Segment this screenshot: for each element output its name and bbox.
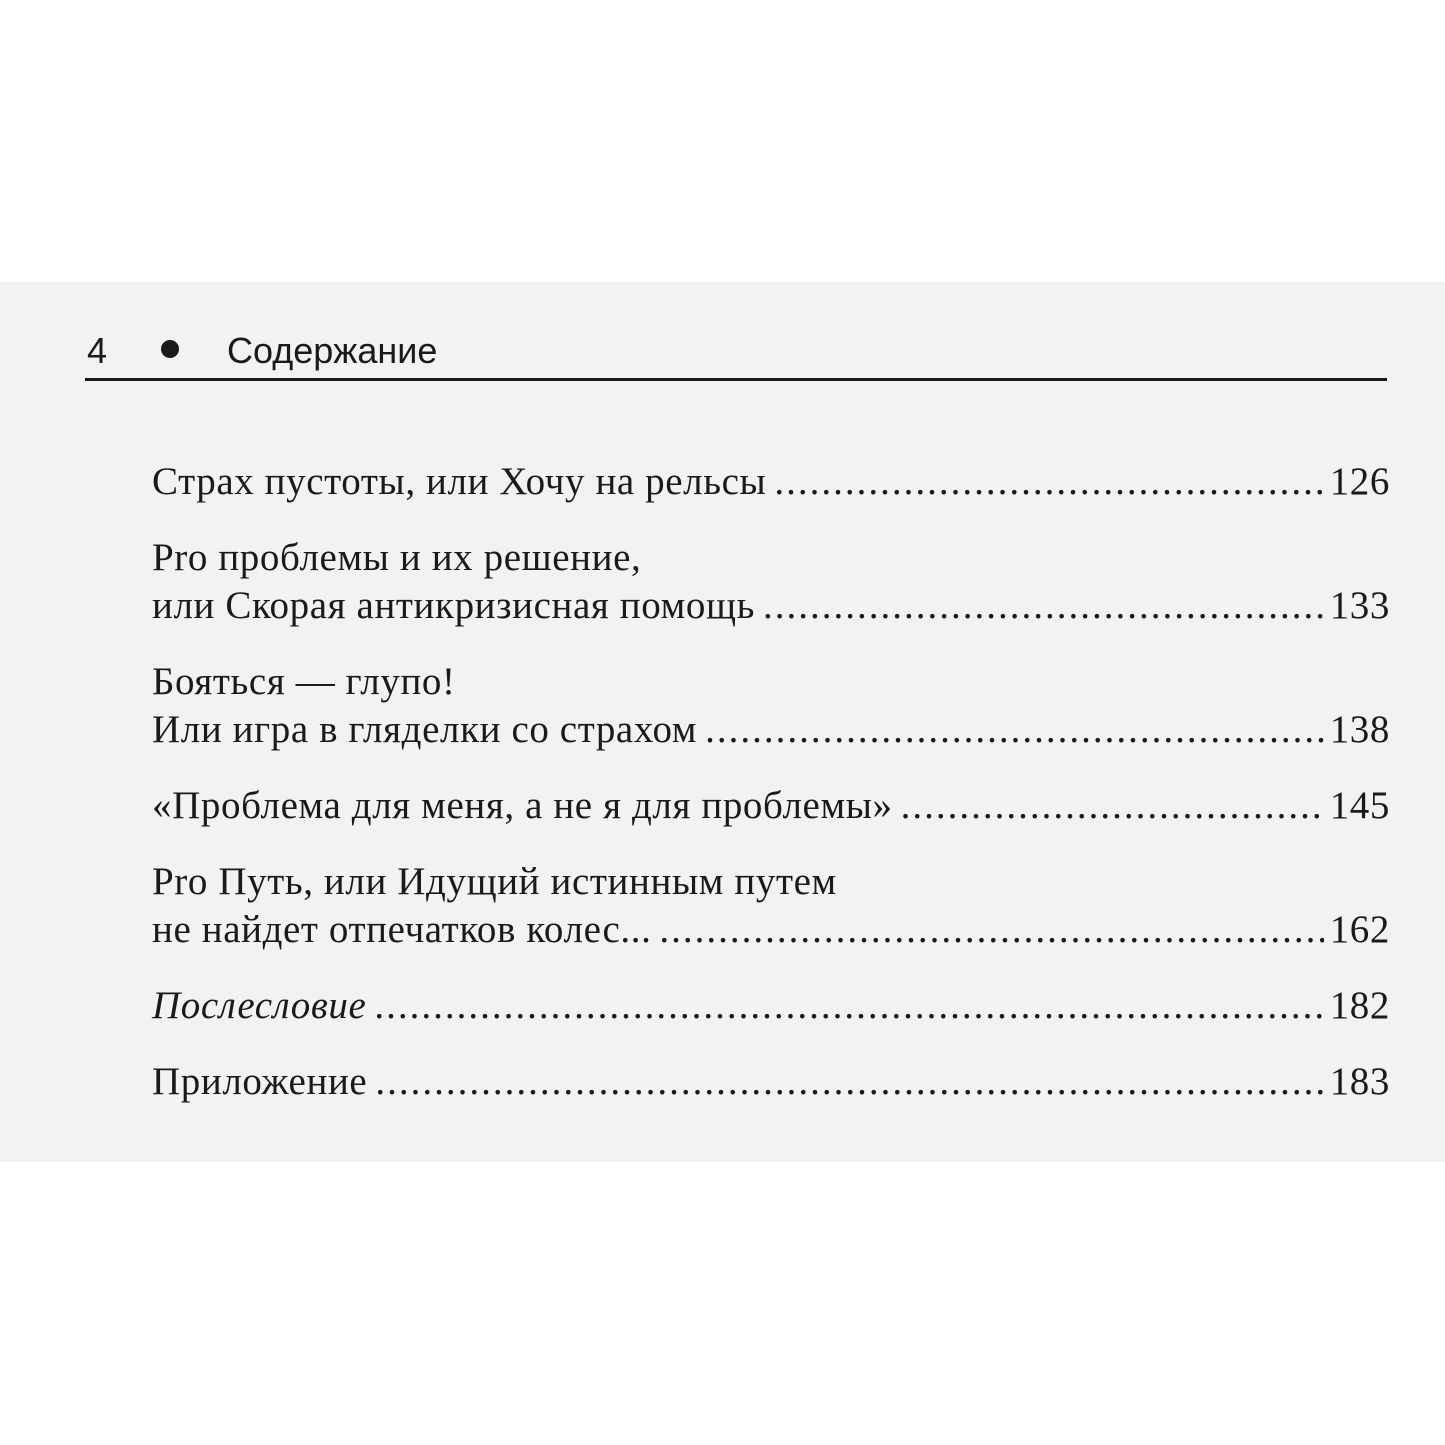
dot-leader: [763, 582, 1324, 630]
toc-entry-title: Страх пустоты, или Хочу на рельсы: [152, 460, 767, 503]
toc-entry-page: 183: [1329, 1060, 1390, 1103]
toc-entry-title: Приложение: [152, 1060, 368, 1103]
toc-entry-line: [152, 858, 1390, 906]
toc-entry-title-cont: Или игра в гляделки со страхом: [152, 708, 698, 751]
toc-entry-line: [152, 582, 1390, 630]
toc-entry-line: [152, 534, 1390, 582]
toc-entry-page: 162: [1329, 908, 1390, 951]
toc-entry-line: [152, 1058, 1390, 1106]
toc-entry-page: 133: [1329, 584, 1390, 627]
toc-entry-page: 138: [1329, 708, 1390, 751]
toc-entry: [152, 982, 1390, 1030]
toc-entry: [152, 782, 1390, 830]
bullet-icon: [161, 340, 179, 358]
page-number: 4: [87, 330, 108, 371]
toc-entry-title-cont: или Скорая антикризисная помощь: [152, 584, 756, 627]
toc-entry: [152, 534, 1390, 630]
toc-entry-title: Pro проблемы и их решение,: [152, 536, 642, 579]
toc-entry-title: Pro Путь, или Идущий истинным путем: [152, 860, 837, 903]
header-rule: [85, 378, 1387, 381]
toc-entry-line: [152, 458, 1390, 506]
toc-entry-line: [152, 982, 1390, 1030]
toc-entry: [152, 658, 1390, 754]
dot-leader: [375, 1058, 1323, 1106]
toc-entry-line: [152, 706, 1390, 754]
toc-entry-page: 126: [1329, 460, 1390, 503]
toc-entry-title: «Проблема для меня, а не я для проблемы»: [152, 784, 893, 827]
toc-entry-title: Бояться — глупо!: [152, 660, 456, 703]
dot-leader: [659, 906, 1323, 954]
header-title: Содержание: [227, 330, 438, 371]
dot-leader: [374, 982, 1323, 1030]
dot-leader: [901, 782, 1324, 830]
toc-entry: [152, 1058, 1390, 1106]
toc-entry: [152, 458, 1390, 506]
toc-entry-page: 182: [1329, 984, 1390, 1027]
toc-entry: [152, 858, 1390, 954]
toc-entry-line: [152, 658, 1390, 706]
toc-entry-page: 145: [1329, 784, 1390, 827]
book-page: [0, 282, 1445, 1162]
toc-entry-line: [152, 906, 1390, 954]
toc-entry-title: Послесловие: [152, 984, 367, 1027]
running-header: [85, 330, 1385, 372]
dot-leader: [705, 706, 1324, 754]
dot-leader: [774, 458, 1323, 506]
toc-entry-line: [152, 782, 1390, 830]
toc-entry-title-cont: не найдет отпечатков колес...: [152, 908, 652, 951]
